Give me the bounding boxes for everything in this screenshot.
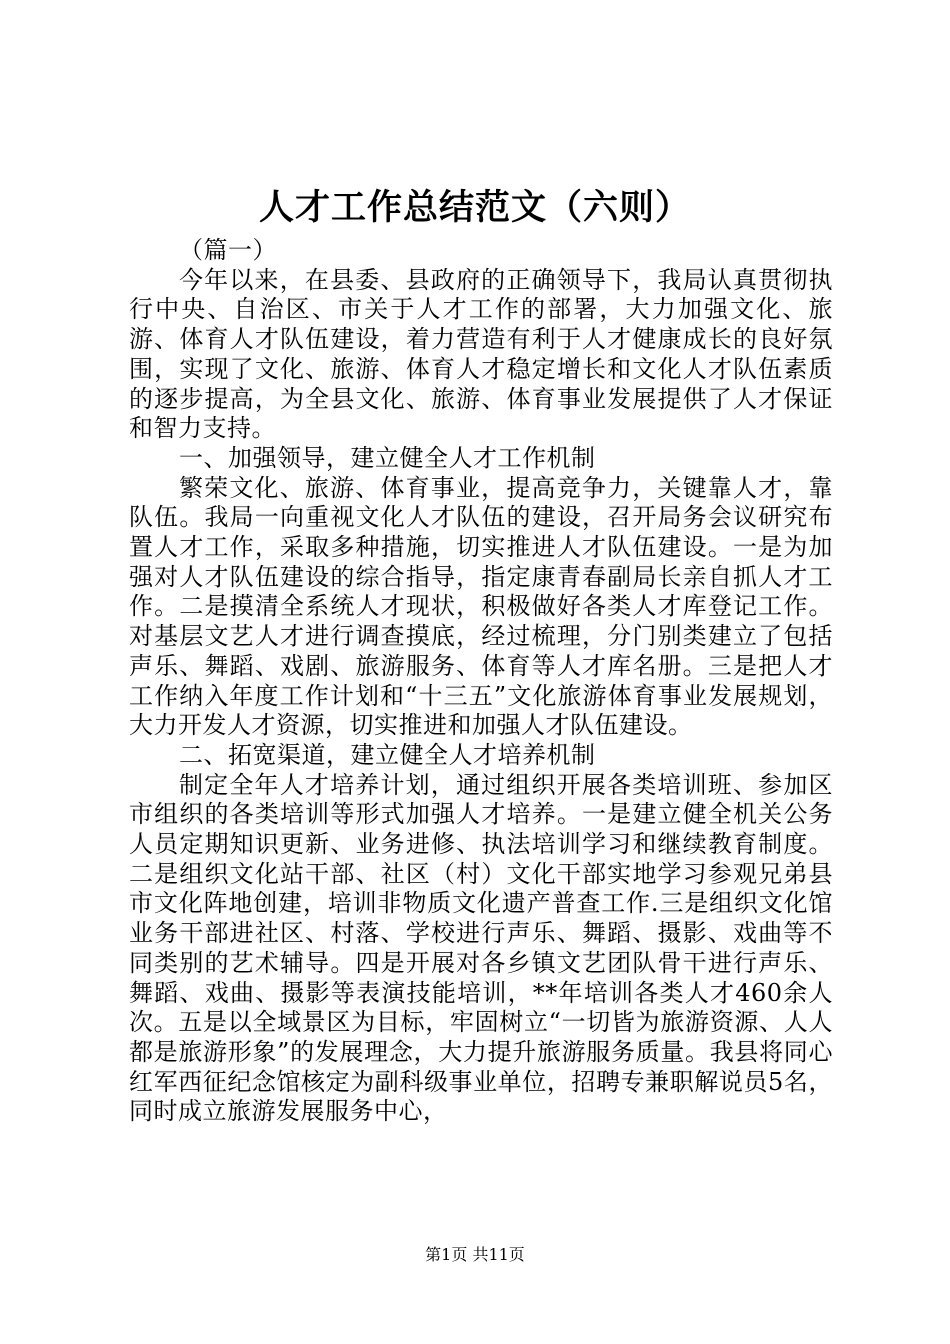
section-heading-2: 二、拓宽渠道，建立健全人才培养机制 — [179, 740, 596, 769]
page-footer: 第1页 共11页 — [425, 1245, 525, 1264]
section-label: （篇一） — [179, 236, 277, 264]
document-title: 人才工作总结范文（六则） — [258, 187, 691, 228]
paragraph-section-2: 制定全年人才培养计划，通过组织开展各类培训班、参加区市组织的各类培训等形式加强人才培养。一是建立健全机关公务人员定期知识更新、业务进修、执法培训学习和继续教育制度。二是组织文化站干部、社区（村）文化干部实地学习参观兄弟县市文化阵地创建，培训非物质文化遗产普查工作.三是组织文化馆业务干部进社区、村落、学校进行声乐、舞蹈、摄影、戏曲等不同类别的艺术辅导。四是开展对各乡镇文艺团队骨干进行声乐、舞蹈、戏曲、摄影等表演技能培训，**年培训各类人才460余人次。五是以全域景区为目标，牢固树立“一切皆为旅游资源、人人都是旅游形象”的发展理念，大力提升旅游服务质量。我县将同心红军西征纪念馆核定为副科级事业单位，招聘专兼职解说员5名，同时成立旅游发展服务中心， — [129, 770, 833, 1126]
paragraph-intro: 今年以来，在县委、县政府的正确领导下，我局认真贯彻执行中央、自治区、市关于人才工作的部署，大力加强文化、旅游、体育人才队伍建设，着力营造有利于人才健康成长的良好氛围，实现了文化、旅游、体育人才稳定增长和文化人才队伍素质的逐步提高，为全县文化、旅游、体育事业发展提供了人才保证和智力支持。 — [129, 265, 833, 443]
document-body — [129, 236, 833, 1127]
section-heading-1: 一、加强领导，建立健全人才工作机制 — [179, 443, 596, 472]
paragraph-section-1: 繁荣文化、旅游、体育事业，提高竞争力，关键靠人才，靠队伍。我局一向重视文化人才队伍的建设，召开局务会议研究布置人才工作，采取多种措施，切实推进人才队伍建设。一是为加强对人才队伍建设的综合指导，指定康青春副局长亲自抓人才工作。二是摸清全系统人才现状，积极做好各类人才库登记工作。对基层文艺人才进行调查摸底，经过梳理，分门别类建立了包括声乐、舞蹈、戏剧、旅游服务、体育等人才库名册。三是把人才工作纳入年度工作计划和“十三五”文化旅游体育事业发展规划，大力开发人才资源，切实推进和加强人才队伍建设。 — [129, 473, 833, 740]
